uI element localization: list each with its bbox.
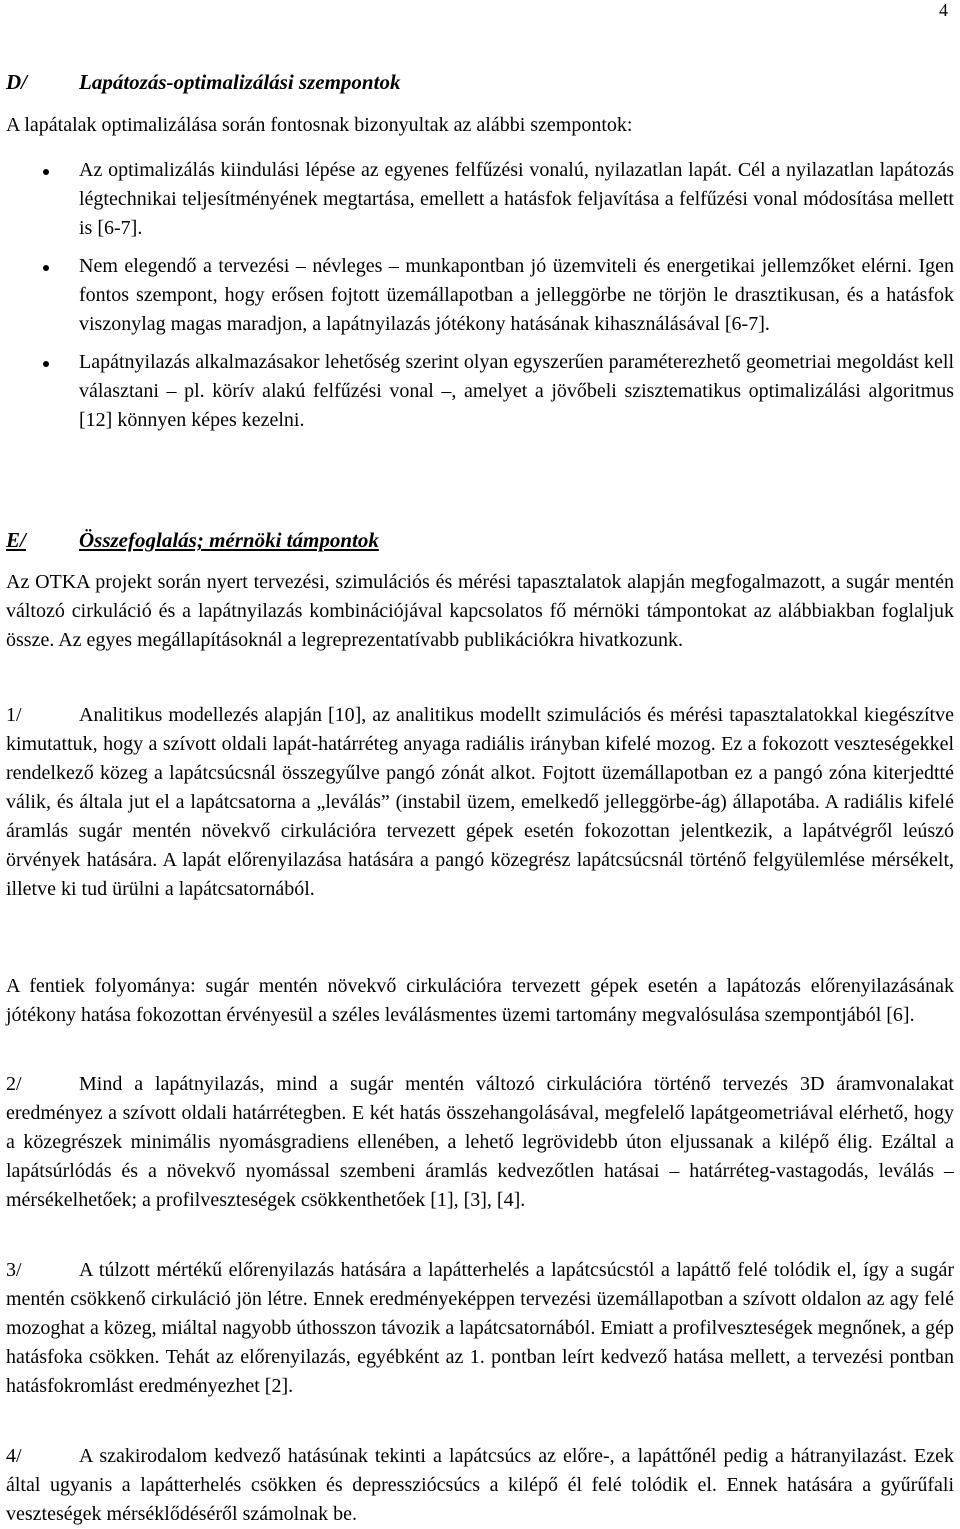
section-e-label-text: E/ — [6, 528, 26, 552]
bullet-item — [6, 252, 954, 339]
section-e-intro: Az OTKA projekt során nyert tervezési, szimulációs és mérési tapasztalatok alapján megfogalmazott, a sugár mentén változó cirkuláció és a lapátnyilazás kombinációjával kapcsolatos fő mérnöki támpontokat az alábbiakban foglaljuk össze. Az egyes megállapításoknál a legreprezentatívabb publikációkra hivatkozunk. — [6, 571, 954, 651]
point-1-paragraph — [6, 701, 954, 904]
bullet-text: Az optimalizálás kiindulási lépése az egyenes felfűzési vonalú, nyilazatlan lapát. Cél a nyilazatlan lapátozás légtechnikai teljesítményének megtartása, emellett a hatásfok feljavítása a felfűzési vonal módosítása mellett is [6-7]. — [79, 159, 954, 239]
point-3-number: 3/ — [6, 1259, 22, 1281]
section-e-heading — [6, 526, 379, 555]
section-d-bullet-list — [6, 156, 954, 444]
section-d-label: D/ — [6, 70, 27, 94]
bullet-text: Nem elegendő a tervezési – névleges – munkapontban jó üzemviteli és energetikai jellemzőket elérni. Igen fontos szempont, hogy erősen fojtott üzemállapotban a jelleggörbe ne törjön le drasztikusan, és a hatásfok viszonylag magas maradjon, a lapátnyilazás jótékony hatásának kihasználásával [6-7]. — [79, 255, 954, 335]
point-4-text: A szakirodalom kedvező hatásúnak tekinti a lapátcsúcs az előre-, a lapáttőnél pedig a hátranyilazást. Ezek által ugyanis a lapátterhelés csökken és depressziócsúcs a kilépő él felé tolódik el. Ennek hatására a gyűrűfali veszteségek mérséklődéséről számolnak be. — [6, 1445, 954, 1525]
point-2-paragraph — [6, 1070, 954, 1215]
point-4-number: 4/ — [6, 1445, 22, 1467]
point-3-text: A túlzott mértékű előrenyilazás hatására a lapátterhelés a lapátcsúcstól a lapáttő felé tolódik el, így a sugár mentén csökkenő cirkuláció jön létre. Ennek eredményeképpen tervezési üzemállapotban a szívott oldalon az agy felé mozoghat a közeg, miáltal nagyobb úthosszon távozik a lapátcsatornából. Emiatt a profilveszteségek megnőnek, a gép hatásfoka csökken. Tehát az előrenyilazás, egyébként az 1. pontban leírt kedvező hatása mellett, a tervezési pontban hatásfokromlást eredményezhet [2]. — [6, 1259, 954, 1397]
section-d-heading — [6, 68, 400, 97]
bullet-icon — [43, 265, 49, 271]
point-2-text: Mind a lapátnyilazás, mind a sugár mentén változó cirkulációra történő tervezés 3D áramvonalakat eredményez a szívott oldali határrétegben. E két hatás összehangolásával, megfelelő lapátgeometriával elérhető, hogy a közegrészek minimális nyomásgradiens ellenében, a lehető legrövidebb úton eljussanak a kilépő élig. Ezáltal a lapátsúrlódás és a növekvő nyomással szembeni áramlás kedvezőtlen hatásai – határréteg-vastagodás, leválás – mérsékelhetőek; a profilveszteségek csökkenthetőek [1], [3], [4]. — [6, 1073, 954, 1211]
bullet-icon — [43, 361, 49, 367]
point-1-consequence: A fentiek folyománya: sugár mentén növekvő cirkulációra tervezett gépek esetén a lapátozás előrenyilazásának jótékony hatása fokozottan érvényesül a széles leválásmentes üzemi tartomány megvalósulása szempontjából [6]. — [6, 975, 954, 1026]
point-4-paragraph — [6, 1442, 954, 1529]
section-d-intro: A lapátalak optimalizálása során fontosnak bizonyultak az alábbi szempontok: — [6, 114, 633, 136]
section-d-title: Lapátozás-optimalizálási szempontok — [79, 70, 401, 94]
point-2-number: 2/ — [6, 1073, 22, 1095]
bullet-item — [6, 348, 954, 435]
point-1-number: 1/ — [6, 704, 22, 726]
bullet-icon — [43, 169, 49, 175]
point-1-text: Analitikus modellezés alapján [10], az analitikus modellt szimulációs és mérési tapasztalatokkal kiegészítve kimutattuk, hogy a szívott oldali lapát-határréteg anyaga radiális irányban kifelé mozog. Ez a fokozott veszteségekkel rendelkező közeg a lapátcsúcsnál összegyűlve pangó zónát alkot. Fojtott üzemállapotban ez a pangó zóna kiterjedtté válik, és általa jut el a lapátcsatorna a „leválás” (instabil üzem, emelkedő jelleggörbe-ág) állapotába. A radiális kifelé áramlás sugár mentén növekvő cirkulációra tervezett gépek esetén fokozottan jelentkezik, a lapátvégről leúszó örvények hatására. A lapát előrenyilazása hatására a pangó közegrész lapátcsúcsnál történő felgyülemlése mérsékelt, illetve ki tud ürülni a lapátcsatornából. — [6, 704, 954, 900]
section-e-title: Összefoglalás; mérnöki támpontok — [79, 528, 379, 552]
point-3-paragraph — [6, 1256, 954, 1401]
page-number: 4 — [939, 0, 948, 20]
bullet-item — [6, 156, 954, 243]
bullet-text: Lapátnyilazás alkalmazásakor lehetőség szerint olyan egyszerűen paraméterezhető geometriai megoldást kell választani – pl. körív alakú felfűzési vonal –, amelyet a jövőbeli szisztematikus optimalizálási algoritmus [12] könnyen képes kezelni. — [79, 351, 954, 431]
section-e-label — [6, 526, 79, 555]
